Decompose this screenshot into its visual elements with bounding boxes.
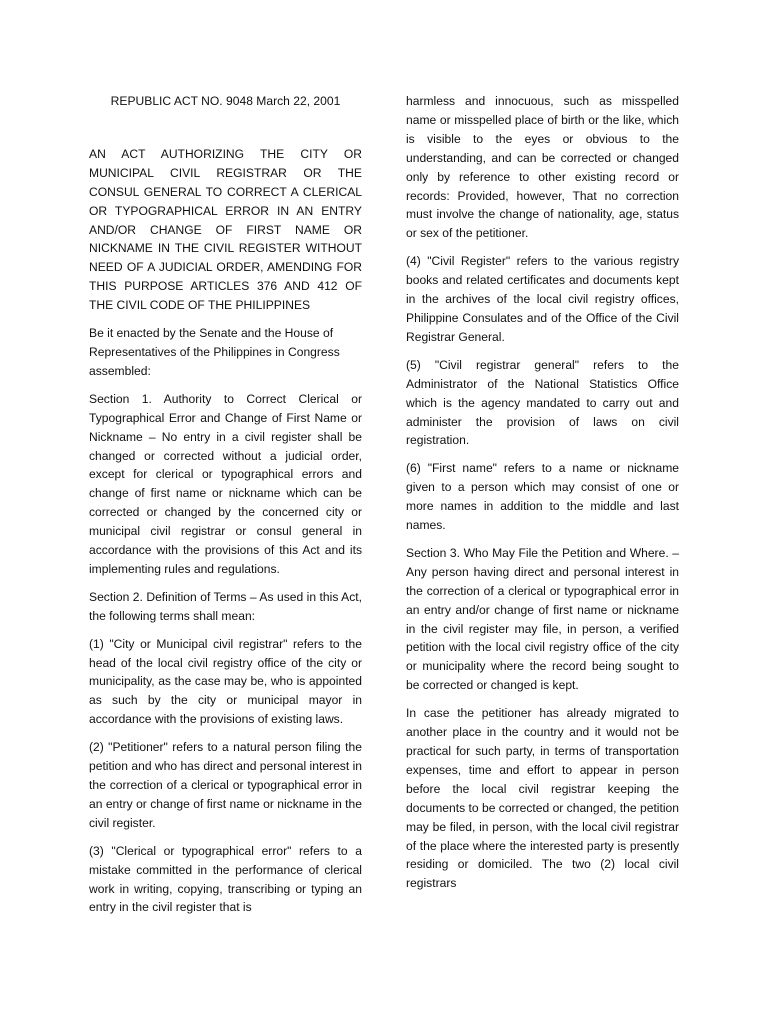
definition-2-paragraph: (2) "Petitioner" refers to a natural person filing the petition and who has direct and personal interest in the correction of a clerical or typographical error in an entry or change of first name or nickname in the civil register. [89, 740, 362, 830]
definition-5-paragraph: (5) "Civil registrar general" refers to the Administrator of the National Statistics Office which is the agency mandated to carry out and administer the provision of laws on civil registration. [406, 357, 679, 448]
act-heading: AN ACT AUTHORIZING THE CITY OR MUNICIPAL CIVIL REGISTRAR OR THE CONSUL GENERAL TO CORRECT A CLERICAL OR TYPOGRAPHICAL ERROR IN AN ENTRY AND/OR CHANGE OF FIRST NAME OR NICKNAME IN THE CIVIL REGISTER WITHOUT NEED OF A JUDICIAL ORDER, AMENDING FOR THIS PURPOSE ARTICLES 376 AND 412 OF THE CIVIL CODE OF THE PHILIPPINES [89, 146, 362, 313]
section-3-paragraph: Section 3. Who May File the Petition and Where. – Any person having direct and personal interest in the correction of a clerical or typographical error in an entry and/or change of first name or nickname in the civil register may file, in person, a verified petition with the local civil registry office of the city or municipality where the record being sought to be corrected or changed is kept. [406, 545, 679, 693]
definition-3-paragraph: (3) "Clerical or typographical error" refers to a mistake committed in the performance of clerical work in writing, copying, transcribing or typing an entry in the civil register that is [89, 843, 362, 915]
enactment-clause: Be it enacted by the Senate and the House of Representatives of the Philippines in Congress assembled: [89, 326, 340, 378]
left-column [89, 92, 362, 926]
section-1-paragraph: Section 1. Authority to Correct Clerical or Typographical Error and Change of First Name or Nickname – No entry in a civil register shall be changed or corrected without a judicial order, except for clerical or typographical errors and change of first name or nickname which can be corrected or changed by the concerned city or municipal civil registrar or consul general in accordance with the provisions of this Act and its implementing rules and regulations. [89, 391, 362, 576]
right-column [406, 92, 679, 902]
definition-1-paragraph: (1) "City or Municipal civil registrar" refers to the head of the local civil registry office of the city or municipality, as the case may be, who is appointed as such by the city or municipal mayor in accordance with the provisions of existing laws. [89, 636, 362, 727]
section-2-paragraph: Section 2. Definition of Terms – As used in this Act, the following terms shall mean: [89, 589, 362, 623]
definition-6-paragraph: (6) "First name" refers to a name or nickname given to a person which may consist of one or more names in addition to the middle and last names. [406, 461, 679, 533]
definition-3-continued-paragraph: harmless and innocuous, such as misspelled name or misspelled place of birth or the like, which is visible to the eyes or obvious to the understanding, and can be corrected or changed only by reference to other existing record or records: Provided, however, That no correction must involve the change of nationality, age, status or sex of the petitioner. [406, 94, 679, 241]
migrated-petitioner-paragraph: In case the petitioner has already migrated to another place in the country and it would not be practical for such party, in terms of transportation expenses, time and effort to appear in person before the local civil registrar keeping the documents to be corrected or changed, the petition may be filed, in person, with the local civil registrar of the place where the interested party is presently residing or domiciled. The two (2) local civil registrars [406, 706, 679, 891]
document-title: REPUBLIC ACT NO. 9048 March 22, 2001 [110, 94, 341, 108]
definition-4-paragraph: (4) "Civil Register" refers to the various registry books and related certificates and documents kept in the archives of the local civil registry offices, Philippine Consulates and of the Office of the Civil Registrar General. [406, 254, 679, 344]
